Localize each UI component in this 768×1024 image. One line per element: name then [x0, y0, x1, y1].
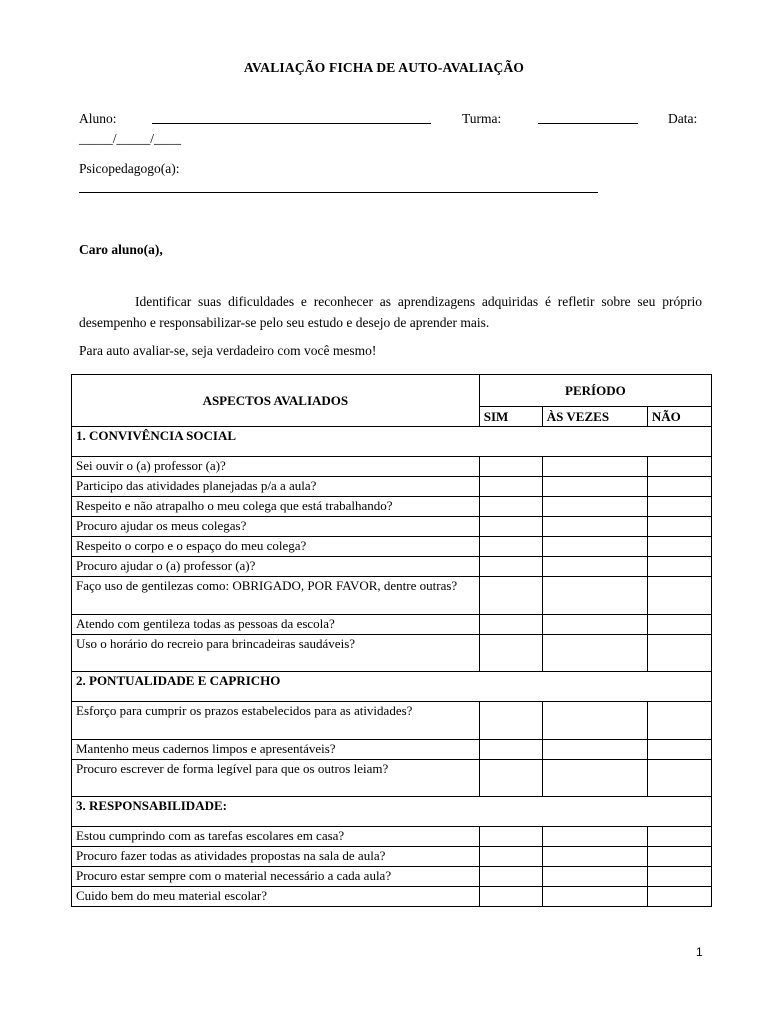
- item-text: Faço uso de gentilezas como: OBRIGADO, POR FAVOR, dentre outras?: [72, 577, 480, 615]
- document-title: AVALIAÇÃO FICHA DE AUTO-AVALIAÇÃO: [243, 60, 525, 75]
- sim-cell[interactable]: [479, 615, 542, 635]
- as-vezes-cell[interactable]: [542, 702, 647, 740]
- table-row: [72, 577, 712, 615]
- sim-cell[interactable]: [479, 887, 542, 907]
- nao-cell[interactable]: [647, 557, 711, 577]
- item-text: Respeito o corpo e o espaço do meu colega?: [72, 537, 480, 557]
- item-text: Mantenho meus cadernos limpos e apresentáveis?: [72, 740, 480, 760]
- item-text: Procuro ajudar o (a) professor (a)?: [72, 557, 480, 577]
- psicopedagogo-label: Psicopedagogo(a):: [79, 161, 180, 176]
- table-row: [72, 615, 712, 635]
- table-row: [72, 517, 712, 537]
- table-row: [72, 635, 712, 672]
- item-text: Procuro ajudar os meus colegas?: [72, 517, 480, 537]
- nao-cell[interactable]: [647, 847, 711, 867]
- col-nao-header: NÃO: [647, 406, 711, 426]
- as-vezes-cell[interactable]: [542, 577, 647, 615]
- as-vezes-cell[interactable]: [542, 827, 647, 847]
- table-row: [72, 497, 712, 517]
- item-text: Procuro estar sempre com o material necessário a cada aula?: [72, 867, 480, 887]
- item-text: Atendo com gentileza todas as pessoas da escola?: [72, 615, 480, 635]
- sim-cell[interactable]: [479, 497, 542, 517]
- nao-cell[interactable]: [647, 635, 711, 672]
- item-text: Estou cumprindo com as tarefas escolares em casa?: [72, 827, 480, 847]
- as-vezes-cell[interactable]: [542, 497, 647, 517]
- aspects-header: ASPECTOS AVALIADOS: [72, 375, 480, 427]
- period-header: PERÍODO: [479, 375, 711, 407]
- as-vezes-cell[interactable]: [542, 517, 647, 537]
- as-vezes-cell[interactable]: [542, 847, 647, 867]
- sim-cell[interactable]: [479, 517, 542, 537]
- nao-cell[interactable]: [647, 760, 711, 797]
- as-vezes-cell[interactable]: [542, 635, 647, 672]
- as-vezes-cell[interactable]: [542, 457, 647, 477]
- nao-cell[interactable]: [647, 457, 711, 477]
- nao-cell[interactable]: [647, 517, 711, 537]
- psicopedagogo-field[interactable]: [79, 180, 598, 197]
- table-row: [72, 537, 712, 557]
- table-row: [72, 557, 712, 577]
- sim-cell[interactable]: [479, 577, 542, 615]
- sim-cell[interactable]: [479, 477, 542, 497]
- item-text: Procuro escrever de forma legível para que os outros leiam?: [72, 760, 480, 797]
- table-row: [72, 847, 712, 867]
- item-text: Esforço para cumprir os prazos estabelecidos para as atividades?: [72, 702, 480, 740]
- item-text: Cuido bem do meu material escolar?: [72, 887, 480, 907]
- item-text: Procuro fazer todas as atividades propostas na sala de aula?: [72, 847, 480, 867]
- table-row: [72, 477, 712, 497]
- intro-paragraph: Identificar suas dificuldades e reconhecer as aprendizagens adquiridas é refletir sobre seu próprio desempenho e responsabilizar-se pelo seu estudo e desejo de aprender mais.: [79, 294, 702, 330]
- page-number: 1: [696, 945, 703, 959]
- sim-cell[interactable]: [479, 867, 542, 887]
- data-label: Data:: [668, 111, 698, 126]
- as-vezes-cell[interactable]: [542, 740, 647, 760]
- nao-cell[interactable]: [647, 477, 711, 497]
- sim-cell[interactable]: [479, 557, 542, 577]
- sim-cell[interactable]: [479, 537, 542, 557]
- as-vezes-cell[interactable]: [542, 867, 647, 887]
- nao-cell[interactable]: [647, 537, 711, 557]
- section-title: 3. RESPONSABILIDADE:: [72, 797, 712, 827]
- table-row: [72, 457, 712, 477]
- nao-cell[interactable]: [647, 577, 711, 615]
- table-row: [72, 867, 712, 887]
- turma-field[interactable]: [538, 111, 638, 128]
- as-vezes-cell[interactable]: [542, 557, 647, 577]
- greeting: Caro aluno(a),: [79, 242, 163, 257]
- table-row: [72, 887, 712, 907]
- aluno-label: Aluno:: [79, 111, 117, 126]
- sim-cell[interactable]: [479, 702, 542, 740]
- section-title: 2. PONTUALIDADE E CAPRICHO: [72, 672, 712, 702]
- sim-cell[interactable]: [479, 740, 542, 760]
- instruction-text: Para auto avaliar-se, seja verdadeiro com você mesmo!: [79, 343, 377, 358]
- as-vezes-cell[interactable]: [542, 760, 647, 797]
- nao-cell[interactable]: [647, 497, 711, 517]
- item-text: Participo das atividades planejadas p/a a aula?: [72, 477, 480, 497]
- nao-cell[interactable]: [647, 740, 711, 760]
- nao-cell[interactable]: [647, 867, 711, 887]
- as-vezes-cell[interactable]: [542, 537, 647, 557]
- nao-cell[interactable]: [647, 827, 711, 847]
- nao-cell[interactable]: [647, 615, 711, 635]
- nao-cell[interactable]: [647, 702, 711, 740]
- sim-cell[interactable]: [479, 635, 542, 672]
- col-sim-header: SIM: [479, 406, 542, 426]
- sim-cell[interactable]: [479, 847, 542, 867]
- turma-label: Turma:: [462, 111, 502, 126]
- item-text: Respeito e não atrapalho o meu colega que está trabalhando?: [72, 497, 480, 517]
- sim-cell[interactable]: [479, 760, 542, 797]
- as-vezes-cell[interactable]: [542, 615, 647, 635]
- table-row: [72, 760, 712, 797]
- table-row: [72, 827, 712, 847]
- item-text: Uso o horário do recreio para brincadeiras saudáveis?: [72, 635, 480, 672]
- evaluation-table: [71, 374, 712, 907]
- aluno-field[interactable]: [152, 111, 431, 128]
- table-row: [72, 740, 712, 760]
- nao-cell[interactable]: [647, 887, 711, 907]
- section-title: 1. CONVIVÊNCIA SOCIAL: [72, 427, 712, 457]
- col-as-vezes-header: ÀS VEZES: [542, 406, 647, 426]
- item-text: Sei ouvir o (a) professor (a)?: [72, 457, 480, 477]
- sim-cell[interactable]: [479, 457, 542, 477]
- table-row: [72, 702, 712, 740]
- as-vezes-cell[interactable]: [542, 887, 647, 907]
- date-field[interactable]: _____/_____/____: [79, 131, 182, 146]
- as-vezes-cell[interactable]: [542, 477, 647, 497]
- sim-cell[interactable]: [479, 827, 542, 847]
